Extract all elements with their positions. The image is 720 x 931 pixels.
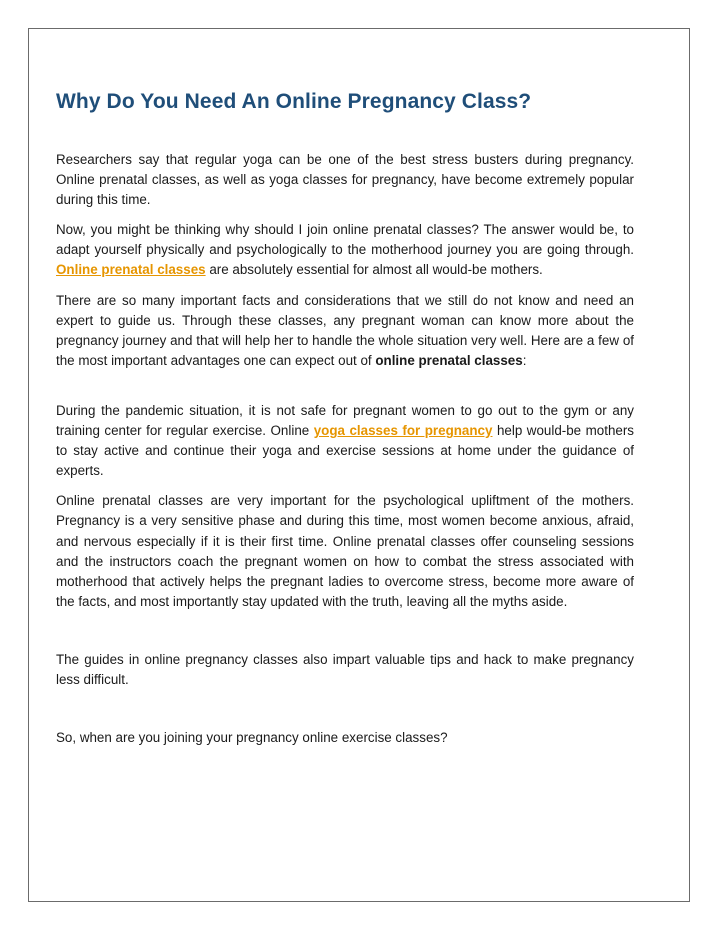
paragraph-psychological-text: Online prenatal classes are very important for the psychological upliftment of the mothers. Pregnancy is a very sensitive phase and during this time, most women become anxious, afraid, and nervous especially if it is their first time. Online prenatal classes offer counseling sessions and the instructors coach the pregnant women on how to combat the stress associated with motherhood that actively helps the pregnant ladies to overcome stress, become more aware of the facts, and most importantly stay updated with the truth, leaving all the myths aside.: [56, 493, 634, 609]
paragraph-why-join-text-start: Now, you might be thinking why should I join online prenatal classes? The answer would be, to adapt yourself physically and psychologically to the motherhood journey you are going through.: [56, 222, 634, 258]
paragraph-advantages-intro: [56, 291, 634, 371]
page-title: Why Do You Need An Online Pregnancy Class?: [56, 90, 532, 113]
paragraph-psychological: [56, 491, 634, 612]
paragraph-pandemic: [56, 401, 634, 481]
paragraph-advantages-text-end: :: [522, 352, 527, 368]
paragraph-intro: [56, 150, 634, 210]
paragraph-guides: [56, 650, 634, 690]
paragraph-closing: [56, 728, 634, 748]
paragraph-pandemic-text-end: help would-be mothers to stay active and continue their yoga and exercise sessions at home under the guidance of experts.: [56, 423, 634, 479]
paragraph-intro-text: Researchers say that regular yoga can be one of the best stress busters during pregnancy. Online prenatal classes, as well as yoga classes for pregnancy, have become extremely popular during this time.: [56, 152, 634, 208]
paragraph-pandemic-text-start: During the pandemic situation, it is not safe for pregnant women to go out to the gym or any training center for regular exercise. Online: [56, 402, 634, 439]
document-content: [56, 88, 634, 748]
paragraph-closing-text: So, when are you joining your pregnancy online exercise classes?: [56, 730, 448, 746]
paragraph-why-join: [56, 220, 634, 280]
paragraph-guides-text: The guides in online pregnancy classes also impart valuable tips and hack to make pregnancy less difficult.: [56, 651, 634, 687]
online-prenatal-classes-link[interactable]: Online prenatal classes: [56, 262, 206, 278]
online-prenatal-classes-bold: online prenatal classes: [375, 352, 523, 368]
paragraph-why-join-text-end: are absolutely essential for almost all would-be mothers.: [205, 262, 543, 278]
yoga-classes-for-pregnancy-link[interactable]: yoga classes for pregnancy: [313, 423, 493, 439]
paragraph-advantages-text-start: There are so many important facts and considerations that we still do not know and need an expert to guide us. Through these classes, any pregnant woman can know more about the pregnancy journey and that will help her to handle the whole situation very well. Here are a few of the most important advantages one can expect out of: [56, 292, 634, 368]
